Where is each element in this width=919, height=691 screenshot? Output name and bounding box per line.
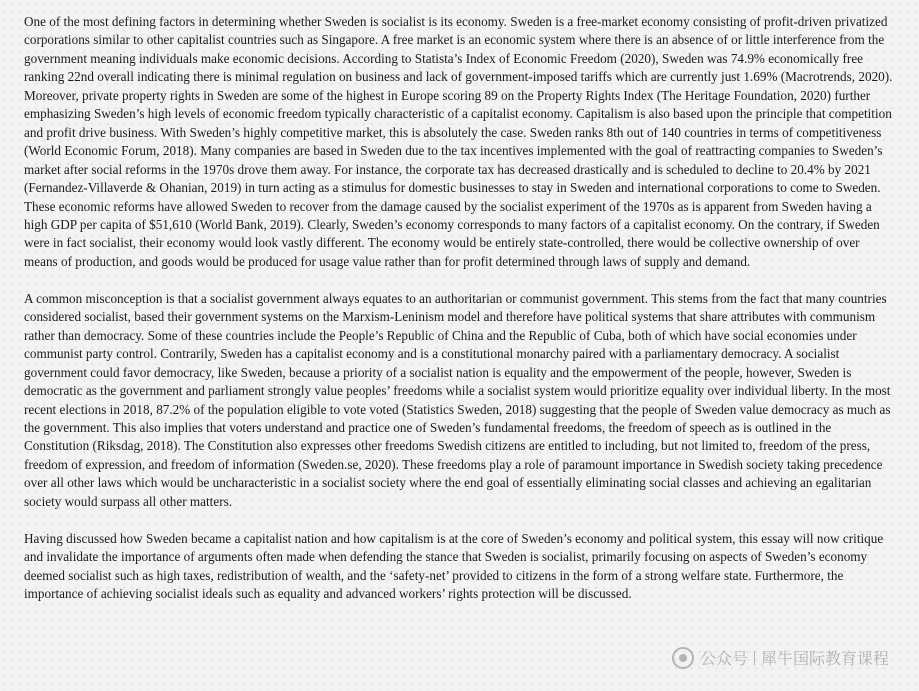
watermark-separator [754,651,755,665]
paragraph-economy: One of the most defining factors in determining whether Sweden is socialist is its economy. Sweden is a free-market economy consisting of profit-driven privatized corporations similar to other capitalist countries such as Singapore. A free market is an economic system where there is an absence of or little interference from the government meaning individuals make economic decisions. According to Statista’s Index of Economic Freedom (2020), Sweden was 74.9% economically free ranking 22nd overall indicating there is minimal regulation on business and lack of government-imposed tariffs which are currently just 1.69% (Macrotrends, 2020). Moreover, private property rights in Sweden are some of the highest in Europe scoring 89 on the Property Rights Index (The Heritage Foundation, 2020) further emphasizing Sweden’s high levels of economic freedom typically characteristic of a capitalist economy. Capitalism is also based upon the principle that competition and profit drive business. With Sweden’s highly competitive market, this is absolutely the case. Sweden ranks 8th out of 140 countries in terms of competitiveness (World Economic Forum, 2018). Many companies are based in Sweden due to the tax incentives implemented with the goal of reattracting companies to Sweden’s market after social reforms in the 1970s drove them away. For instance, the corporate tax has decreased drastically and is scheduled to decline to 20.4% by 2021 (Fernandez-Villaverde & Ohanian, 2019) in turn acting as a stimulus for domestic businesses to stay in Sweden and international corporations to come to Sweden. These economic reforms have allowed Sweden to recover from the damage caused by the socialist experiment of the 1970s as is apparent from Sweden having a high GDP per capita of $51,610 (World Bank, 2019). Clearly, Sweden’s economy corresponds to many factors of a capitalist economy. On the contrary, if Sweden were in fact socialist, their economy would look vastly different. The economy would be entirely state-controlled, there would be collective ownership of over means of production, and goods would be produced for usage value rather than for profit determined through laws of supply and demand. [24,14,893,269]
watermark-platform: 公众号 [699,649,748,668]
paragraph-transition: Having discussed how Sweden became a capitalist nation and how capitalism is at the core of Sweden’s economy and political system, this essay will now critique and invalidate the importance of arguments often made when defending the stance that Sweden is socialist, primarily focusing on aspects of Sweden’s economy deemed socialist such as high taxes, redistribution of wealth, and the ‘safety-net’ provided to citizens in the form of a strong welfare state. Furthermore, the importance of achieving socialist ideals such as equality and advanced workers’ rights protection will be discussed. [24,530,884,602]
wechat-icon [672,647,694,669]
watermark [672,646,889,669]
watermark-account: 犀牛国际教育课程 [760,649,889,668]
document-body [24,13,896,622]
paragraph-government: A common misconception is that a socialist government always equates to an authoritarian or communist government. This stems from the fact that many countries considered socialist, based their government systems on the Marxism-Leninism model and therefore have political systems that share attributes with communism rather than democracy. Some of these countries include the People’s Republic of China and the Republic of Cuba, both of which have social economies under communist party control. Contrarily, Sweden has a capitalist economy and is a constitutional monarchy paired with a parliamentary democracy. A socialist government could favor democracy, like Sweden, because a priority of a socialist nation is equality and the empowerment of the people, however, Sweden is democratic as the government and parliament strongly value peoples’ freedoms while a socialist system would prioritize equality over individual liberty. In the most recent elections in 2018, 87.2% of the population eligible to vote voted (Statistics Sweden, 2018) suggesting that the people of Sweden value democracy as much as the government. This also implies that voters understand and practice one of Sweden’s fundamental freedoms, the freedom of speech as is outlined in the Constitution (Riksdag, 2018). The Constitution also expresses other freedoms Swedish citizens are entitled to including, but not limited to, freedom of the press, freedom of expression, and freedom of information (Sweden.se, 2020). These freedoms play a role of paramount importance in Swedish society taking precedence over all other laws which would be uncharacteristic in a socialist society where the end goal of essentially eliminating social classes and achieving an egalitarian society would surpass all other matters. [24,290,891,509]
